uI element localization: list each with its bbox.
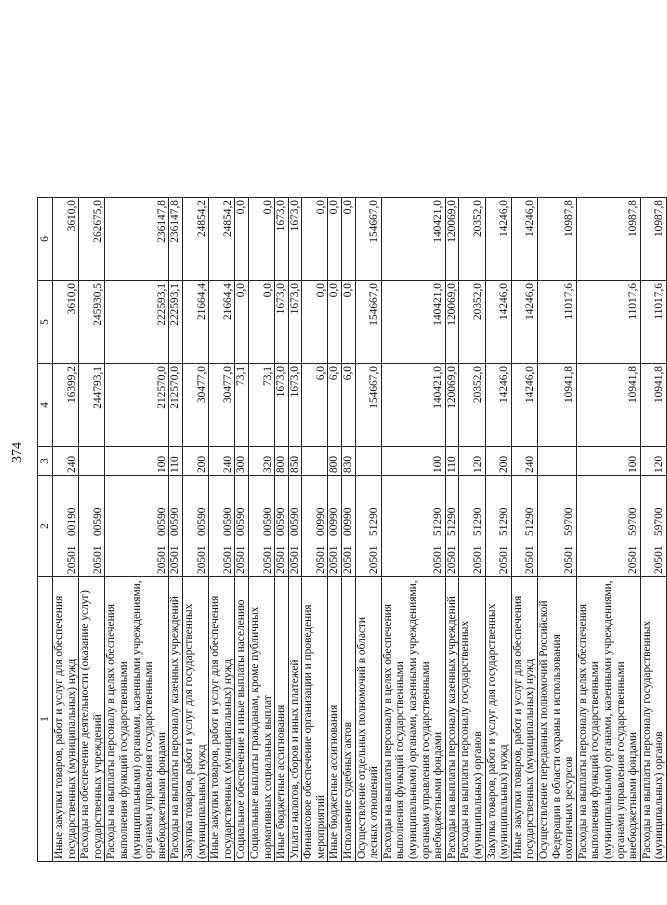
row-expense-type bbox=[355, 447, 381, 476]
row-description: Закупка товаров, работ и услуг для государственных (муниципальных) нужд bbox=[485, 577, 511, 862]
row-target-article-code bbox=[640, 476, 666, 577]
row-expense-type: 100 bbox=[381, 447, 445, 476]
row-expense-type bbox=[537, 447, 576, 476]
row-target-article-code bbox=[576, 476, 640, 577]
row-amount-col-4: 30477,0 bbox=[209, 364, 235, 447]
row-description: Исполнение судебных актов bbox=[342, 577, 356, 862]
column-header-6: 6 bbox=[38, 198, 53, 281]
code-section: 20501 bbox=[288, 545, 301, 574]
row-target-article-code bbox=[459, 476, 485, 577]
table-row bbox=[275, 198, 289, 862]
row-expense-type: 300 bbox=[235, 447, 249, 476]
row-amount-col-4: 244793,1 bbox=[79, 364, 105, 447]
table-row bbox=[576, 198, 640, 862]
row-amount-col-4: 6,0 bbox=[302, 364, 328, 447]
row-amount-col-5: 0,0 bbox=[235, 281, 249, 364]
row-amount-col-6: 0,0 bbox=[342, 198, 356, 281]
row-amount-col-4: 73,1 bbox=[235, 364, 249, 447]
code-section: 20501 bbox=[627, 545, 640, 574]
table-row bbox=[445, 198, 459, 862]
code-section: 20501 bbox=[524, 545, 537, 574]
row-amount-col-6: 14246,0 bbox=[511, 198, 537, 281]
row-amount-col-4: 6,0 bbox=[328, 364, 342, 447]
code-direction: 00190 bbox=[65, 507, 78, 536]
code-section: 20501 bbox=[65, 545, 78, 574]
code-section: 20501 bbox=[368, 545, 381, 574]
code-section: 20501 bbox=[328, 545, 341, 574]
code-direction: 00990 bbox=[342, 507, 355, 536]
row-description: Социальное обеспечение и иные выплаты населению bbox=[235, 577, 249, 862]
code-section: 20501 bbox=[653, 545, 666, 574]
row-amount-col-6: 1673,0 bbox=[275, 198, 289, 281]
row-target-article-code bbox=[355, 476, 381, 577]
table-row bbox=[209, 198, 235, 862]
row-amount-col-6: 14246,0 bbox=[485, 198, 511, 281]
row-expense-type: 100 bbox=[576, 447, 640, 476]
column-header-4: 4 bbox=[38, 364, 53, 447]
row-target-article-code bbox=[511, 476, 537, 577]
row-expense-type: 830 bbox=[342, 447, 356, 476]
table-row bbox=[302, 198, 328, 862]
code-section: 20501 bbox=[195, 545, 208, 574]
row-amount-col-6: 140421,0 bbox=[381, 198, 445, 281]
code-direction: 00590 bbox=[91, 507, 104, 536]
table-row bbox=[459, 198, 485, 862]
code-section: 20501 bbox=[261, 545, 274, 574]
row-amount-col-4: 14246,0 bbox=[511, 364, 537, 447]
row-expense-type: 240 bbox=[209, 447, 235, 476]
code-direction: 00590 bbox=[235, 507, 248, 536]
row-expense-type: 100 bbox=[105, 447, 169, 476]
column-header-2: 2 bbox=[38, 476, 53, 577]
row-amount-col-4: 140421,0 bbox=[381, 364, 445, 447]
row-expense-type: 120 bbox=[459, 447, 485, 476]
row-description: Иные закупки товаров, работ и услуг для обеспечения государственных (муниципальных) нужд bbox=[209, 577, 235, 862]
row-amount-col-4: 120069,0 bbox=[445, 364, 459, 447]
row-amount-col-4: 1673,0 bbox=[275, 364, 289, 447]
row-expense-type: 120 bbox=[640, 447, 666, 476]
table-row bbox=[235, 198, 249, 862]
table-row bbox=[485, 198, 511, 862]
row-target-article-code bbox=[302, 476, 328, 577]
row-amount-col-6: 24854,2 bbox=[209, 198, 235, 281]
code-section: 20501 bbox=[91, 545, 104, 574]
row-target-article-code bbox=[248, 476, 274, 577]
table-row bbox=[511, 198, 537, 862]
budget-table-body bbox=[38, 198, 667, 862]
row-amount-col-5: 0,0 bbox=[328, 281, 342, 364]
row-target-article-code bbox=[485, 476, 511, 577]
row-amount-col-6: 120069,0 bbox=[445, 198, 459, 281]
column-header-5: 5 bbox=[38, 281, 53, 364]
code-section: 20501 bbox=[498, 545, 511, 574]
row-amount-col-5: 21664,4 bbox=[182, 281, 208, 364]
row-expense-type: 800 bbox=[328, 447, 342, 476]
code-direction: 51290 bbox=[368, 507, 381, 536]
row-target-article-code bbox=[275, 476, 289, 577]
row-description: Расходы на выплаты персоналу государственных (муниципальных) органов bbox=[459, 577, 485, 862]
table-row bbox=[328, 198, 342, 862]
row-amount-col-4: 6,0 bbox=[342, 364, 356, 447]
row-amount-col-5: 1673,0 bbox=[275, 281, 289, 364]
row-description: Иные закупки товаров, работ и услуг для обеспечения государственных (муниципальных) нужд bbox=[511, 577, 537, 862]
row-expense-type: 240 bbox=[511, 447, 537, 476]
row-expense-type bbox=[79, 447, 105, 476]
row-amount-col-5: 21664,4 bbox=[209, 281, 235, 364]
row-amount-col-5: 1673,0 bbox=[288, 281, 302, 364]
page-number: 374 bbox=[10, 442, 25, 463]
row-description: Иные бюджетные ассигнования bbox=[328, 577, 342, 862]
row-amount-col-6: 3610,0 bbox=[53, 198, 79, 281]
row-amount-col-5: 0,0 bbox=[248, 281, 274, 364]
table-row bbox=[105, 198, 169, 862]
row-amount-col-4: 10941,8 bbox=[640, 364, 666, 447]
row-expense-type: 110 bbox=[169, 447, 183, 476]
row-expense-type: 800 bbox=[275, 447, 289, 476]
code-direction: 00590 bbox=[275, 507, 288, 536]
row-target-article-code bbox=[235, 476, 249, 577]
row-description: Социальные выплаты гражданам, кроме публичных нормативных социальных выплат bbox=[248, 577, 274, 862]
code-direction: 00590 bbox=[261, 507, 274, 536]
code-section: 20501 bbox=[155, 545, 168, 574]
row-target-article-code bbox=[209, 476, 235, 577]
row-amount-col-4: 73,1 bbox=[248, 364, 274, 447]
code-direction: 00590 bbox=[155, 507, 168, 536]
code-direction: 59700 bbox=[627, 507, 640, 536]
row-target-article-code bbox=[288, 476, 302, 577]
table-row bbox=[248, 198, 274, 862]
code-direction: 51290 bbox=[445, 507, 458, 536]
code-section: 20501 bbox=[472, 545, 484, 574]
row-amount-col-6: 10987,8 bbox=[537, 198, 576, 281]
column-header-row bbox=[38, 198, 53, 862]
row-amount-col-6: 24854,2 bbox=[182, 198, 208, 281]
code-direction: 59700 bbox=[653, 507, 666, 536]
row-expense-type: 110 bbox=[445, 447, 459, 476]
row-description: Расходы на выплаты персоналу государственных (муниципальных) органов bbox=[640, 577, 666, 862]
row-description: Осуществление переданных полномочий Российской Федерации в области охраны и использования охотничьих ресурсов bbox=[537, 577, 576, 862]
row-target-article-code bbox=[53, 476, 79, 577]
row-description: Расходы на выплаты персоналу в целях обеспечения выполнения функций государственными (муниципальными) органами, казенными учреждениями, органами управления государственными внебюджетными фондами bbox=[381, 577, 445, 862]
code-direction: 00590 bbox=[221, 507, 234, 536]
code-direction: 00990 bbox=[328, 507, 341, 536]
table-row bbox=[53, 198, 79, 862]
column-header-1: 1 bbox=[38, 577, 53, 862]
code-section: 20501 bbox=[445, 545, 458, 574]
row-target-article-code bbox=[328, 476, 342, 577]
table-row bbox=[79, 198, 105, 862]
row-amount-col-5: 120069,0 bbox=[445, 281, 459, 364]
budget-table bbox=[37, 197, 667, 862]
row-amount-col-6: 0,0 bbox=[328, 198, 342, 281]
row-amount-col-6: 1673,0 bbox=[288, 198, 302, 281]
code-direction: 51290 bbox=[498, 507, 511, 536]
row-amount-col-6: 236147,8 bbox=[169, 198, 183, 281]
row-amount-col-6: 154667,0 bbox=[355, 198, 381, 281]
row-target-article-code bbox=[169, 476, 183, 577]
row-amount-col-5: 11017,6 bbox=[640, 281, 666, 364]
row-description: Расходы на выплаты персоналу в целях обеспечения выполнения функций государственными (муниципальными) органами, казенными учреждениями, органами управления государственными внебюджетными фондами bbox=[576, 577, 640, 862]
row-amount-col-5: 154667,0 bbox=[355, 281, 381, 364]
row-amount-col-5: 222593,1 bbox=[105, 281, 169, 364]
row-amount-col-5: 0,0 bbox=[342, 281, 356, 364]
code-section: 20501 bbox=[221, 545, 234, 574]
row-amount-col-5: 20352,0 bbox=[459, 281, 485, 364]
table-row bbox=[355, 198, 381, 862]
table-row bbox=[182, 198, 208, 862]
code-section: 20501 bbox=[432, 545, 445, 574]
code-direction: 59700 bbox=[563, 507, 576, 536]
row-description: Иные бюджетные ассигнования bbox=[275, 577, 289, 862]
row-amount-col-6: 236147,8 bbox=[105, 198, 169, 281]
code-direction: 51290 bbox=[432, 507, 445, 536]
row-description: Расходы на выплаты персоналу казенных учреждений bbox=[445, 577, 459, 862]
row-amount-col-5: 222593,1 bbox=[169, 281, 183, 364]
row-description: Осуществление отдельных полномочий в области лесных отношений bbox=[355, 577, 381, 862]
row-expense-type: 320 bbox=[248, 447, 274, 476]
code-direction: 00590 bbox=[288, 507, 301, 536]
row-amount-col-4: 10941,8 bbox=[576, 364, 640, 447]
row-target-article-code bbox=[182, 476, 208, 577]
code-direction: 51290 bbox=[524, 507, 537, 536]
row-description: Расходы на выплаты персоналу казенных учреждений bbox=[169, 577, 183, 862]
row-amount-col-5: 11017,6 bbox=[537, 281, 576, 364]
row-amount-col-6: 10987,8 bbox=[576, 198, 640, 281]
row-amount-col-4: 16399,2 bbox=[53, 364, 79, 447]
row-amount-col-4: 212570,0 bbox=[169, 364, 183, 447]
row-amount-col-6: 262675,0 bbox=[79, 198, 105, 281]
row-amount-col-6: 20352,0 bbox=[459, 198, 485, 281]
row-amount-col-5: 3610,0 bbox=[53, 281, 79, 364]
code-section: 20501 bbox=[235, 545, 248, 574]
table-row bbox=[342, 198, 356, 862]
row-expense-type: 240 bbox=[53, 447, 79, 476]
row-target-article-code bbox=[537, 476, 576, 577]
code-section: 20501 bbox=[342, 545, 355, 574]
table-row bbox=[381, 198, 445, 862]
row-amount-col-4: 30477,0 bbox=[182, 364, 208, 447]
code-section: 20501 bbox=[563, 545, 576, 574]
row-amount-col-4: 212570,0 bbox=[105, 364, 169, 447]
table-row bbox=[288, 198, 302, 862]
row-amount-col-5: 245930,5 bbox=[79, 281, 105, 364]
row-description: Уплата налогов, сборов и иных платежей bbox=[288, 577, 302, 862]
row-amount-col-6: 0,0 bbox=[248, 198, 274, 281]
row-target-article-code bbox=[342, 476, 356, 577]
row-amount-col-5: 0,0 bbox=[302, 281, 328, 364]
row-target-article-code bbox=[105, 476, 169, 577]
row-amount-col-6: 0,0 bbox=[302, 198, 328, 281]
code-section: 20501 bbox=[169, 545, 182, 574]
row-amount-col-4: 20352,0 bbox=[459, 364, 485, 447]
row-amount-col-5: 140421,0 bbox=[381, 281, 445, 364]
code-section: 20501 bbox=[275, 545, 288, 574]
row-description: Закупка товаров, работ и услуг для государственных (муниципальных) нужд bbox=[182, 577, 208, 862]
code-direction: 00990 bbox=[314, 507, 327, 536]
row-description: Финансовое обеспечение организации и проведения мероприятий bbox=[302, 577, 328, 862]
row-amount-col-5: 14246,0 bbox=[485, 281, 511, 364]
row-description: Иные закупки товаров, работ и услуг для обеспечения государственных (муниципальных) нужд bbox=[53, 577, 79, 862]
row-amount-col-4: 1673,0 bbox=[288, 364, 302, 447]
row-target-article-code bbox=[381, 476, 445, 577]
row-amount-col-5: 11017,6 bbox=[576, 281, 640, 364]
row-expense-type: 200 bbox=[485, 447, 511, 476]
row-target-article-code bbox=[445, 476, 459, 577]
row-amount-col-6: 0,0 bbox=[235, 198, 249, 281]
row-expense-type: 200 bbox=[182, 447, 208, 476]
code-direction: 51290 bbox=[472, 507, 484, 536]
row-amount-col-4: 14246,0 bbox=[485, 364, 511, 447]
row-amount-col-4: 10941,8 bbox=[537, 364, 576, 447]
code-section: 20501 bbox=[314, 545, 327, 574]
row-target-article-code bbox=[79, 476, 105, 577]
row-description: Расходы на обеспечение деятельности (оказание услуг) государственных учреждений bbox=[79, 577, 105, 862]
row-amount-col-6: 10987,8 bbox=[640, 198, 666, 281]
row-amount-col-5: 14246,0 bbox=[511, 281, 537, 364]
row-description: Расходы на выплаты персоналу в целях обеспечения выполнения функций государственными (муниципальными) органами, казенными учреждениями, органами управления государственными внебюджетными фондами bbox=[105, 577, 169, 862]
row-expense-type: 850 bbox=[288, 447, 302, 476]
table-row bbox=[640, 198, 666, 862]
row-expense-type bbox=[302, 447, 328, 476]
column-header-3: 3 bbox=[38, 447, 53, 476]
code-direction: 00590 bbox=[195, 507, 208, 536]
table-row bbox=[169, 198, 183, 862]
row-amount-col-4: 154667,0 bbox=[355, 364, 381, 447]
table-row bbox=[537, 198, 576, 862]
code-direction: 00590 bbox=[169, 507, 182, 536]
